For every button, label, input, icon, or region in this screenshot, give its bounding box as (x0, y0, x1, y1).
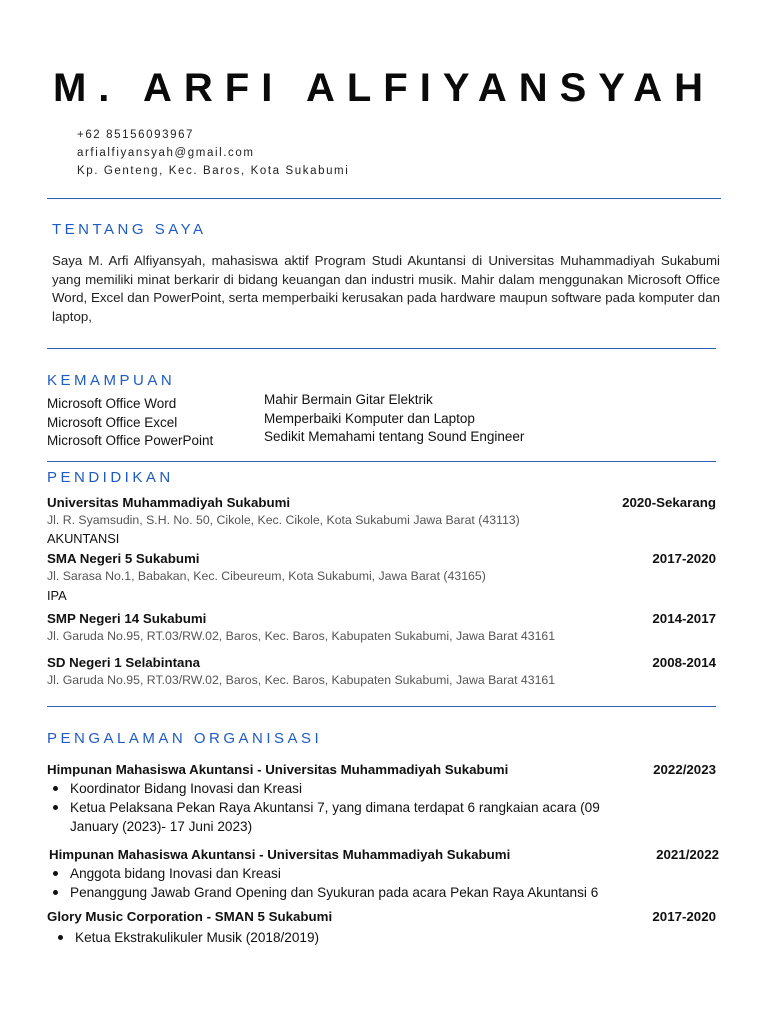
education-years: 2008-2014 (652, 655, 716, 670)
list-item: Penanggung Jawab Grand Opening dan Syukuran pada acara Pekan Raya Akuntansi 6 (46, 883, 686, 902)
resume-name: M. ARFI ALFIYANSYAH (52, 66, 716, 110)
education-address: Jl. Garuda No.95, RT.03/RW.02, Baros, Kec. Baros, Kabupaten Sukabumi, Jawa Barat 43161 (47, 673, 556, 687)
organization-name: Himpunan Mahasiswa Akuntansi - Universitas Muhammadiyah Sukabumi (47, 762, 509, 777)
education-major: IPA (47, 588, 67, 603)
organization-roles (46, 779, 628, 836)
education-address: Jl. Sarasa No.1, Babakan, Kec. Cibeureum, Kota Sukabumi, Jawa Barat (43165) (47, 569, 486, 583)
education-years: 2017-2020 (652, 551, 716, 566)
education-school: Universitas Muhammadiyah Sukabumi (47, 495, 291, 510)
about-text: Saya M. Arfi Alfiyansyah, mahasiswa aktif Program Studi Akuntansi di Universitas Muhammadiyah Sukabumi yang memiliki minat berkarir di bidang keuangan dan industri musik. Mahir dalam menggunakan Microsoft Office Word, Excel dan PowerPoint, serta memperbaiki kerusakan pada hardware maupun software pada komputer dan laptop, (52, 253, 720, 324)
organization-years: 2021/2022 (656, 847, 719, 862)
skill-item: Microsoft Office Excel (47, 414, 178, 430)
phone-number: +62 85156093967 (77, 129, 195, 141)
education-major: AKUNTANSI (47, 531, 120, 546)
education-school: SD Negeri 1 Selabintana (47, 655, 200, 670)
home-address: Kp. Genteng, Kec. Baros, Kota Sukabumi (77, 165, 350, 177)
education-address: Jl. R. Syamsudin, S.H. No. 50, Cikole, Kec. Cikole, Kota Sukabumi Jawa Barat (43113) (47, 513, 520, 527)
education-school: SMP Negeri 14 Sukabumi (47, 611, 207, 626)
email-address: arfialfiyansyah@gmail.com (77, 147, 255, 159)
divider (47, 461, 716, 462)
skills-left-column (47, 395, 213, 451)
organization-years: 2022/2023 (653, 762, 716, 777)
skill-item: Microsoft Office Word (47, 396, 177, 411)
organization-years: 2017-2020 (652, 909, 716, 924)
list-item: Ketua Ekstrakulikuler Musik (2018/2019) (51, 928, 551, 947)
contact-block (77, 126, 349, 180)
divider (47, 706, 716, 707)
education-address: Jl. Garuda No.95, RT.03/RW.02, Baros, Kec. Baros, Kabupaten Sukabumi, Jawa Barat 43161 (47, 629, 556, 643)
list-item: Koordinator Bidang Inovasi dan Kreasi (46, 779, 628, 798)
section-title-education: PENDIDIKAN (47, 469, 174, 486)
skill-item: Sedikit Memahami tentang Sound Engineer (264, 429, 525, 444)
education-years: 2014-2017 (652, 611, 716, 626)
divider (47, 348, 716, 349)
section-title-organization: PENGALAMAN ORGANISASI (47, 730, 323, 747)
section-title-about: TENTANG SAYA (52, 221, 207, 238)
section-title-skills: KEMAMPUAN (47, 372, 176, 389)
list-item: Anggota bidang Inovasi dan Kreasi (46, 864, 686, 883)
organization-roles (46, 864, 686, 902)
education-school: SMA Negeri 5 Sukabumi (47, 551, 200, 566)
organization-name: Glory Music Corporation - SMAN 5 Sukabumi (47, 909, 333, 924)
list-item: Ketua Pelaksana Pekan Raya Akuntansi 7, yang dimana terdapat 6 rangkaian acara (09 January (2023)- 17 Juni 2023) (46, 798, 628, 836)
skills-right-column (264, 391, 524, 447)
skill-item: Microsoft Office PowerPoint (47, 433, 214, 448)
divider (47, 198, 721, 199)
organization-roles (51, 928, 551, 947)
education-years: 2020-Sekarang (622, 495, 716, 510)
skill-item: Memperbaiki Komputer dan Laptop (264, 410, 475, 426)
organization-name: Himpunan Mahasiswa Akuntansi - Universitas Muhammadiyah Sukabumi (49, 847, 511, 862)
skill-item: Mahir Bermain Gitar Elektrik (264, 392, 433, 407)
